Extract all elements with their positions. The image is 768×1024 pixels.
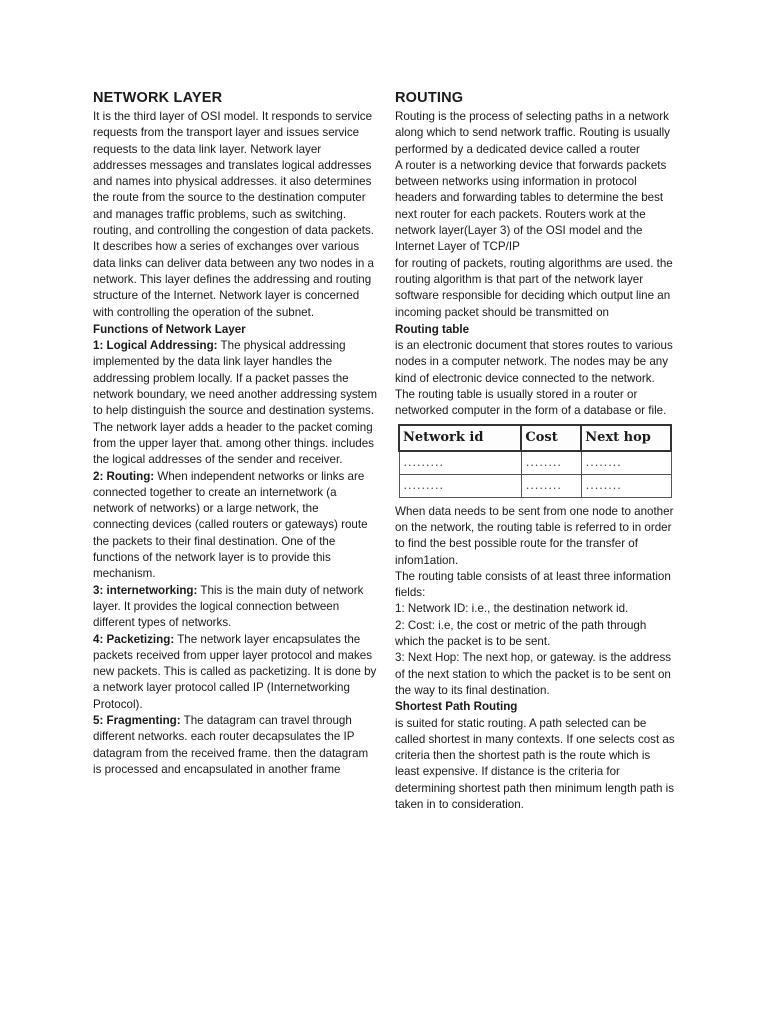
table-cell: ........ bbox=[521, 474, 581, 497]
routing-table-heading: Routing table bbox=[395, 322, 470, 336]
shortest-path-description: is suited for static routing. A path selected can be called shortest in many contexts. If one selects cost as criteria then the shortest path is the route which is least expensive. If distance is the criteria for determining shortest path then minimum length path is taken in to consideration. bbox=[395, 716, 675, 811]
routing-algorithm-description: for routing of packets, routing algorithms are used. the routing algorithm is that part of the network layer software responsible for deciding which output line an incoming packet should be transmitted on bbox=[395, 256, 673, 319]
field-item: 1: Network ID: i.e., the destination network id. bbox=[395, 602, 629, 616]
function-text: The datagram can travel through different networks. each router decapsulates the IP datagram from the received frame. then the datagram is processed and encapsulated in another frame bbox=[93, 713, 369, 776]
network-layer-intro: It is the third layer of OSI model. It responds to service requests from the transport layer and issues service requests to the data link layer. Network layer addresses messages and translates logical addresses and names into physical addresses. it also determines the route from the source to the destination computer and manages traffic problems, such as switching. routing, and controlling the congestion of data packets. bbox=[93, 110, 375, 238]
table-row bbox=[399, 474, 671, 497]
function-label: 1: Logical Addressing: bbox=[93, 339, 218, 353]
routing-table-figure bbox=[398, 424, 672, 498]
function-item bbox=[93, 632, 377, 713]
function-label: 4: Packetizing: bbox=[93, 632, 175, 646]
function-item bbox=[93, 583, 377, 632]
column-header-next-hop: Next hop bbox=[581, 425, 671, 451]
table-cell: ........ bbox=[581, 474, 671, 497]
fields-intro: The routing table consists of at least three information fields: bbox=[395, 569, 671, 600]
network-layer-heading: NETWORK LAYER bbox=[93, 90, 223, 106]
function-item bbox=[93, 338, 377, 468]
left-column bbox=[93, 88, 377, 778]
table-header-row bbox=[399, 425, 671, 451]
routing-intro: Routing is the process of selecting paths in a network along which to send network traffic. Routing is usually performed by a dedicated device called a router bbox=[395, 110, 670, 156]
table-cell: ......... bbox=[399, 474, 521, 497]
table-cell: ........ bbox=[521, 451, 581, 475]
table-row bbox=[399, 451, 671, 475]
function-item bbox=[93, 713, 377, 778]
router-description: A router is a networking device that forwards packets between networks using information in protocol headers and forwarding tables to determine the best next router for each packets. Routers work at the network layer(Layer 3) of the OSI model and the Internet Layer of TCP/IP bbox=[395, 158, 667, 254]
table-cell: ......... bbox=[399, 451, 521, 475]
field-item: 3: Next Hop: The next hop, or gateway. is the address of the next station to which the packet is to be sent on the way to its final destination. bbox=[395, 651, 672, 697]
routing-table bbox=[398, 424, 672, 498]
function-label: 5: Fragmenting: bbox=[93, 713, 181, 727]
shortest-path-heading: Shortest Path Routing bbox=[395, 700, 518, 714]
functions-heading: Functions of Network Layer bbox=[93, 322, 246, 336]
function-item bbox=[93, 469, 377, 583]
function-text: The network layer encapsulates the packets received from upper layer protocol and makes new packets. This is called as packetizing. It is done by a network layer protocol called IP (Internetworking Protocol). bbox=[93, 632, 377, 711]
routing-table-description: is an electronic document that stores routes to various nodes in a computer network. The nodes may be any kind of electronic device connected to the network. The routing table is usually stored in a router or networked computer in the form of a database or file. bbox=[395, 339, 673, 418]
routing-heading: ROUTING bbox=[395, 90, 464, 106]
function-label: 2: Routing: bbox=[93, 469, 155, 483]
function-text: This is the main duty of network layer. It provides the logical connection between different types of networks. bbox=[93, 583, 364, 630]
column-header-cost: Cost bbox=[521, 425, 581, 451]
function-label: 3: internetworking: bbox=[93, 583, 198, 597]
right-column bbox=[395, 88, 677, 813]
function-text: When independent networks or links are connected together to create an internetwork (a network of networks) or a large network, the connecting devices (called routers or gateways) route the packets to their final destination. One of the functions of the network layer is to provide this mechanism. bbox=[93, 469, 368, 581]
field-item: 2: Cost: i.e, the cost or metric of the path through which the packet is to be sent. bbox=[395, 618, 647, 649]
routing-table-usage: When data needs to be sent from one node to another on the network, the routing table is referred to in order to find the best possible route for the transfer of infom1ation. bbox=[395, 504, 674, 567]
table-cell: ........ bbox=[581, 451, 671, 475]
column-header-network-id: Network id bbox=[399, 425, 521, 451]
network-layer-description: It describes how a series of exchanges over various data links can deliver data between any two nodes in a network. This layer defines the addressing and routing structure of the Internet. Network layer is concerned with controlling the operation of the subnet. bbox=[93, 240, 375, 319]
function-text: The physical addressing implemented by the data link layer handles the addressing problem locally. If a packet passes the network boundary, we need another addressing system to help distinguish the source and destination systems. The network layer adds a header to the packet coming from the upper layer that. among other things. includes the logical addresses of the sender and receiver. bbox=[93, 339, 377, 467]
